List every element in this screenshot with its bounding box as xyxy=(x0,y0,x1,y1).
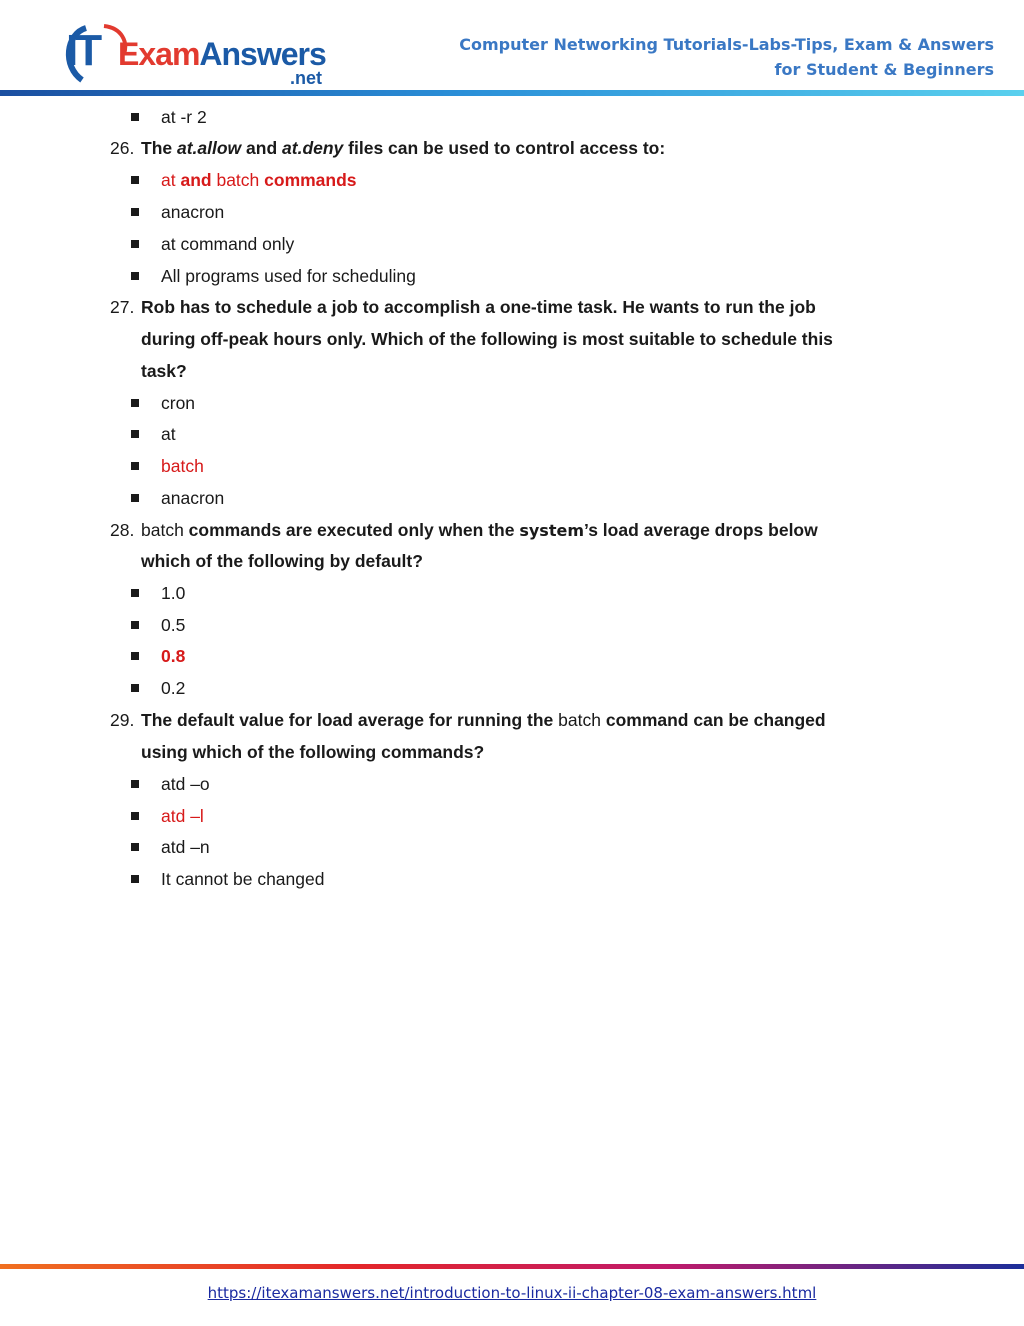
bullet-icon xyxy=(131,240,139,248)
option-text: and xyxy=(180,170,212,190)
site-tagline xyxy=(459,32,994,82)
bullet-icon xyxy=(131,875,139,883)
option-text: All programs used for scheduling xyxy=(161,266,416,286)
bullet-icon xyxy=(131,589,139,597)
option-text: at -r 2 xyxy=(161,107,207,127)
question-28 xyxy=(110,514,818,546)
option-text: anacron xyxy=(161,202,225,222)
header-divider xyxy=(0,90,1024,96)
bullet-icon xyxy=(131,843,139,851)
option-text: 1.0 xyxy=(161,583,186,603)
option-text: anacron xyxy=(161,488,225,508)
question-text: system xyxy=(519,521,584,540)
option-text: cron xyxy=(161,393,196,413)
site-logo[interactable] xyxy=(64,20,344,90)
tagline-line-1: Computer Networking Tutorials-Labs-Tips, Exam & Answers xyxy=(459,35,994,54)
question-text: using which of the following commands? xyxy=(141,742,485,762)
bullet-icon xyxy=(131,462,139,470)
question-text: commands are executed only when the xyxy=(183,520,520,540)
bullet-icon xyxy=(131,621,139,629)
question-number: 27. xyxy=(110,297,135,317)
option-text: at xyxy=(161,424,176,444)
bullet-icon xyxy=(131,176,139,184)
bullet-icon xyxy=(131,399,139,407)
option-text: commands xyxy=(264,170,357,190)
question-number: 26. xyxy=(110,138,135,158)
question-text: command can be changed xyxy=(600,710,826,730)
question-text: Rob has to schedule a job to accomplish a one-time task. He wants to run the job xyxy=(141,297,816,317)
bullet-icon xyxy=(131,652,139,660)
option-text: atd –n xyxy=(161,837,210,857)
logo-net-text: .net xyxy=(290,68,323,88)
question-26 xyxy=(110,132,665,164)
question-number: 29. xyxy=(110,710,135,730)
question-text: ’s load average drops below xyxy=(584,520,818,540)
bullet-icon xyxy=(131,812,139,820)
bullet-icon xyxy=(131,208,139,216)
bullet-icon xyxy=(131,113,139,121)
file-name-text: at.allow xyxy=(176,138,242,158)
option-text: 0.2 xyxy=(161,678,186,698)
question-text: and xyxy=(241,138,283,158)
bullet-icon xyxy=(131,430,139,438)
option-text: at xyxy=(161,170,181,190)
question-number: 28. xyxy=(110,520,135,540)
question-29 xyxy=(110,704,826,736)
file-name-text: at.deny xyxy=(282,138,344,158)
logo-exam-text: Exam xyxy=(118,36,200,72)
bullet-icon xyxy=(131,272,139,280)
command-text: batch xyxy=(141,520,184,540)
bullet-icon xyxy=(131,684,139,692)
correct-answer-text: batch xyxy=(161,456,204,476)
option-text: 0.5 xyxy=(161,615,186,635)
logo-it-text: IT xyxy=(66,26,100,75)
question-text: The xyxy=(141,138,177,158)
option-text: atd –o xyxy=(161,774,210,794)
tagline-line-2: for Student & Beginners xyxy=(774,60,994,79)
footer-divider xyxy=(0,1264,1024,1269)
correct-answer-text xyxy=(161,164,357,196)
command-text: batch xyxy=(558,710,601,730)
question-text: The default value for load average for running the xyxy=(141,710,559,730)
logo-answers-text: Answers xyxy=(199,36,326,72)
question-text: which of the following by default? xyxy=(141,551,423,571)
question-text: task? xyxy=(141,361,187,381)
question-text: during off-peak hours only. Which of the following is most suitable to schedule this xyxy=(141,329,833,349)
question-text: files can be used to control access to: xyxy=(343,138,666,158)
correct-answer-text: 0.8 xyxy=(161,646,186,666)
bullet-icon xyxy=(131,780,139,788)
option-text: batch xyxy=(211,170,265,190)
footer-url-link[interactable]: https://itexamanswers.net/introduction-to-linux-ii-chapter-08-exam-answers.html xyxy=(207,1284,817,1302)
option-text: It cannot be changed xyxy=(161,869,325,889)
option-text: at command only xyxy=(161,234,295,254)
bullet-icon xyxy=(131,494,139,502)
correct-answer-text: atd –l xyxy=(161,806,204,826)
question-27 xyxy=(110,291,816,323)
